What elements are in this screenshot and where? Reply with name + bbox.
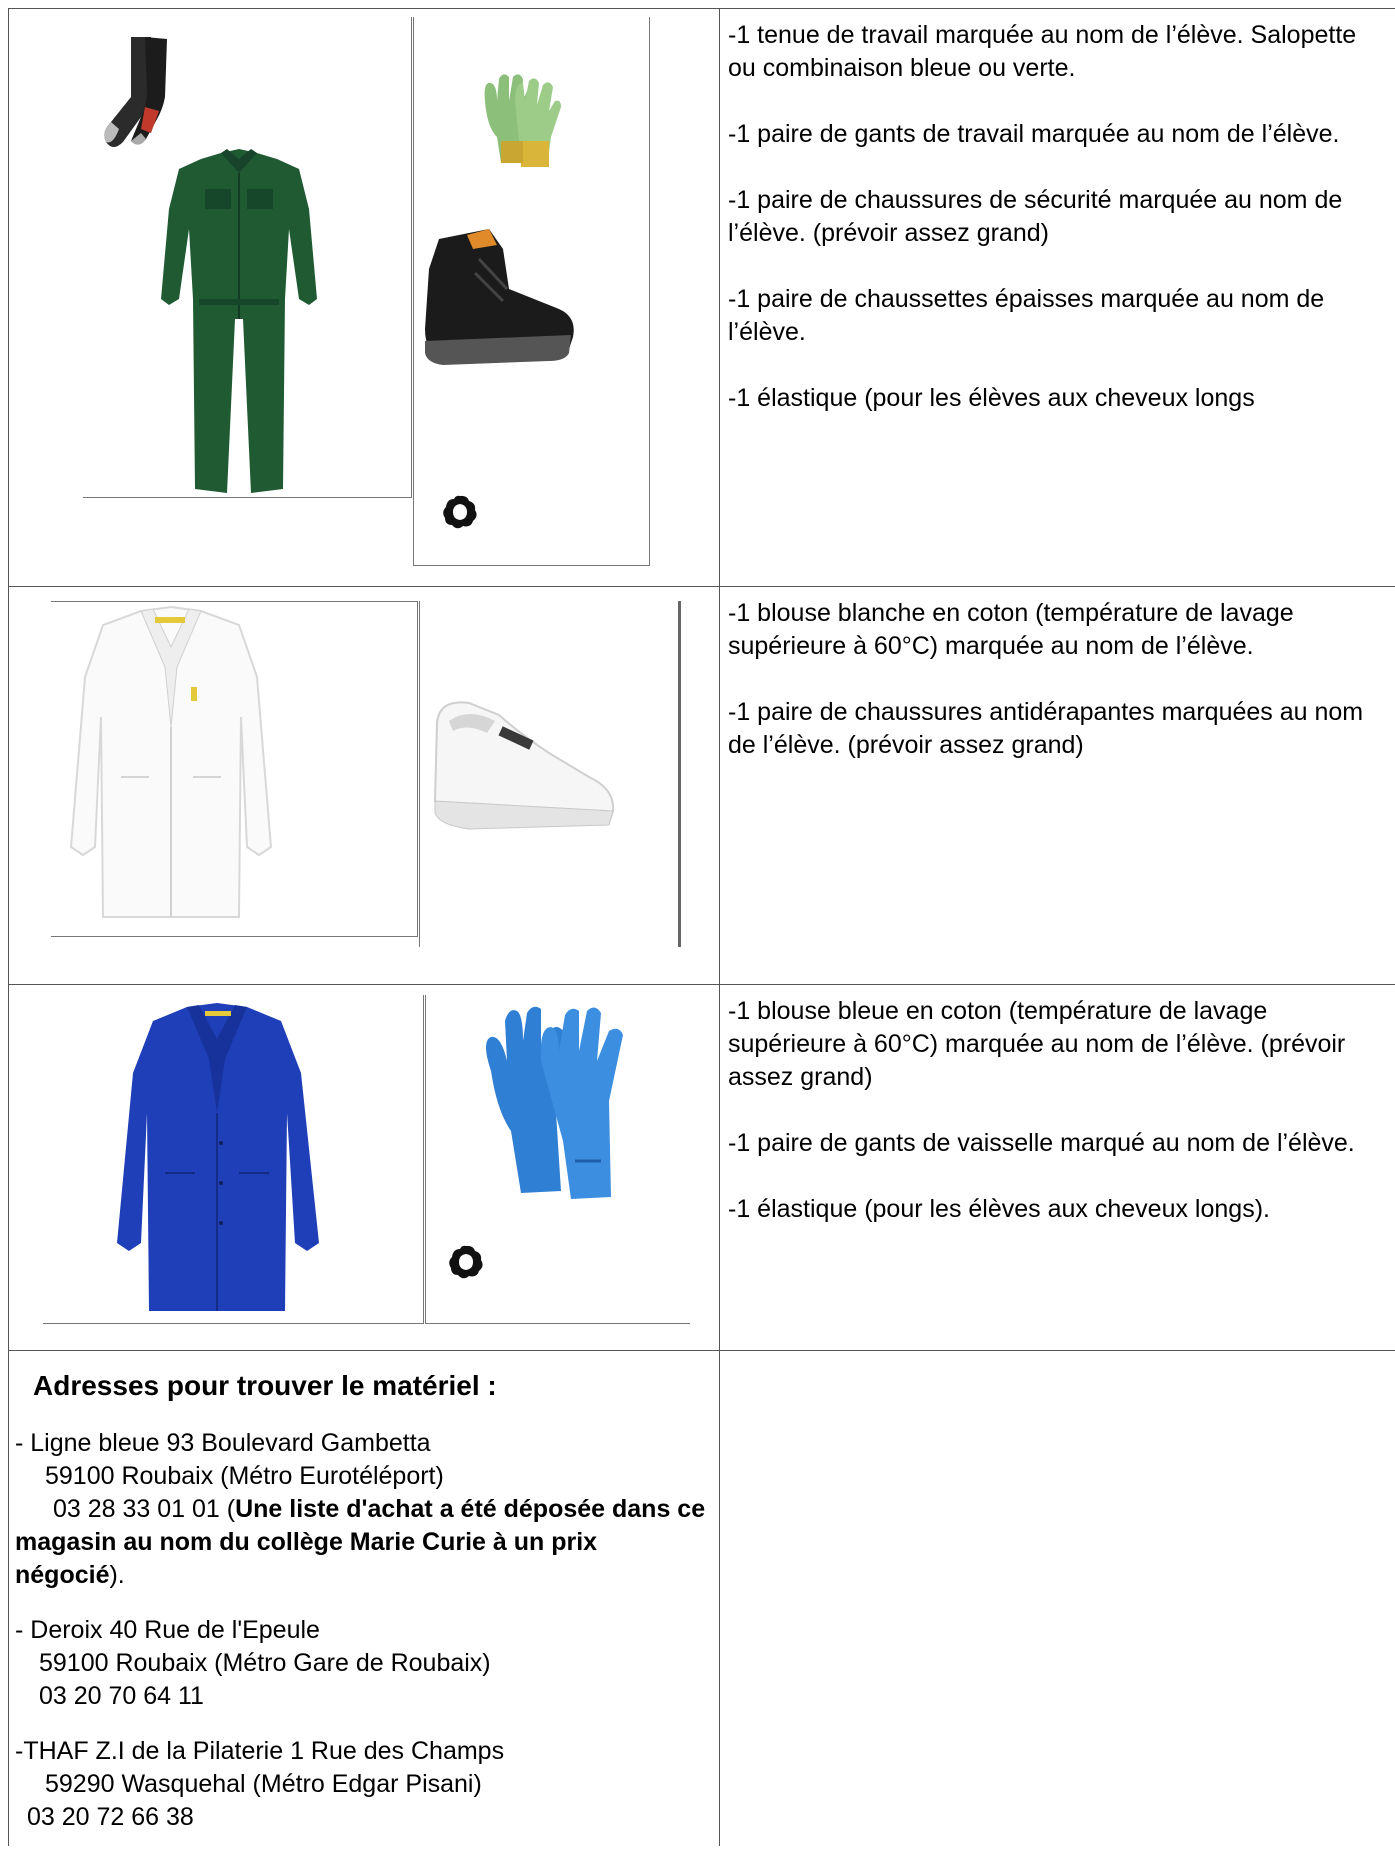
store-note-suffix: ). xyxy=(109,1561,125,1589)
item-text: -1 paire de chaussures de sécurité marquée au nom de l’élève. (prévoir assez grand) xyxy=(728,186,1343,247)
work-gloves-icon xyxy=(475,71,565,171)
addresses-title: Adresses pour trouver le matériel : xyxy=(33,1370,497,1401)
white-safety-shoe-icon xyxy=(429,693,619,833)
item-text: -1 blouse bleue en coton (température de lavage supérieure à 60°C) marquée au nom de l’élève. (prévoir assez grand) xyxy=(728,997,1346,1091)
images-cell xyxy=(9,9,720,587)
item-text: -1 paire de chaussures antidérapantes marquées au nom de l’élève. (prévoir assez grand) xyxy=(728,698,1364,759)
store-phone: 03 20 72 66 38 xyxy=(27,1803,194,1831)
store-ligne-bleue xyxy=(15,1427,713,1592)
images-cell xyxy=(9,587,720,985)
hair-elastic-icon xyxy=(441,493,479,531)
addresses-block xyxy=(9,1351,719,1866)
item-text: -1 paire de chaussettes épaisses marquée au nom de l’élève. xyxy=(728,285,1325,346)
items-cell xyxy=(720,587,1395,985)
row-blue-coat xyxy=(8,984,1395,1351)
store-city: 59290 Wasquehal (Métro Edgar Pisani) xyxy=(45,1770,482,1798)
store-address: - Ligne bleue 93 Boulevard Gambetta xyxy=(15,1429,431,1457)
items-cell xyxy=(720,985,1395,1351)
items-cell xyxy=(720,9,1395,587)
green-coverall-icon xyxy=(159,149,319,497)
item-text: -1 élastique (pour les élèves aux cheveux longs). xyxy=(728,1195,1270,1223)
store-city: 59100 Roubaix (Métro Eurotéléport) xyxy=(45,1462,444,1490)
store-note: Une liste d'achat a été déposée dans ce magasin au nom du collège Marie Curie à un prix négocié xyxy=(15,1495,706,1589)
blue-work-coat-icon xyxy=(109,1003,329,1319)
store-thaf xyxy=(15,1735,713,1834)
safety-boot-icon xyxy=(419,229,579,369)
store-address: - Deroix 40 Rue de l'Epeule xyxy=(15,1616,320,1644)
white-lab-coat-icon xyxy=(61,607,281,927)
blue-rubber-gloves-icon xyxy=(471,1001,651,1201)
item-text: -1 élastique (pour les élèves aux cheveux longs xyxy=(728,384,1255,412)
item-text: -1 blouse blanche en coton (température de lavage supérieure à 60°C) marquée au nom de l’élève. xyxy=(728,599,1294,660)
store-deroix xyxy=(15,1614,713,1713)
item-text: -1 paire de gants de vaisselle marqué au nom de l’élève. xyxy=(728,1129,1355,1157)
store-city: 59100 Roubaix (Métro Gare de Roubaix) xyxy=(39,1649,491,1677)
store-address: -THAF Z.I de la Pilaterie 1 Rue des Champs xyxy=(15,1737,505,1765)
row-addresses xyxy=(8,1350,1395,1846)
row-white-coat xyxy=(8,586,1395,985)
addresses-cell xyxy=(9,1351,720,1846)
hair-elastic-icon xyxy=(447,1243,485,1281)
images-cell xyxy=(9,985,720,1351)
item-text: -1 tenue de travail marquée au nom de l’élève. Salopette ou combinaison bleue ou verte. xyxy=(728,21,1357,82)
store-phone: 03 20 70 64 11 xyxy=(39,1682,204,1710)
store-phone: 03 28 33 01 01 ( xyxy=(53,1495,236,1523)
item-text: -1 paire de gants de travail marquée au nom de l’élève. xyxy=(728,120,1340,148)
empty-cell xyxy=(720,1351,1395,1846)
row-work-outfit xyxy=(8,8,1395,587)
socks-icon xyxy=(101,37,171,152)
